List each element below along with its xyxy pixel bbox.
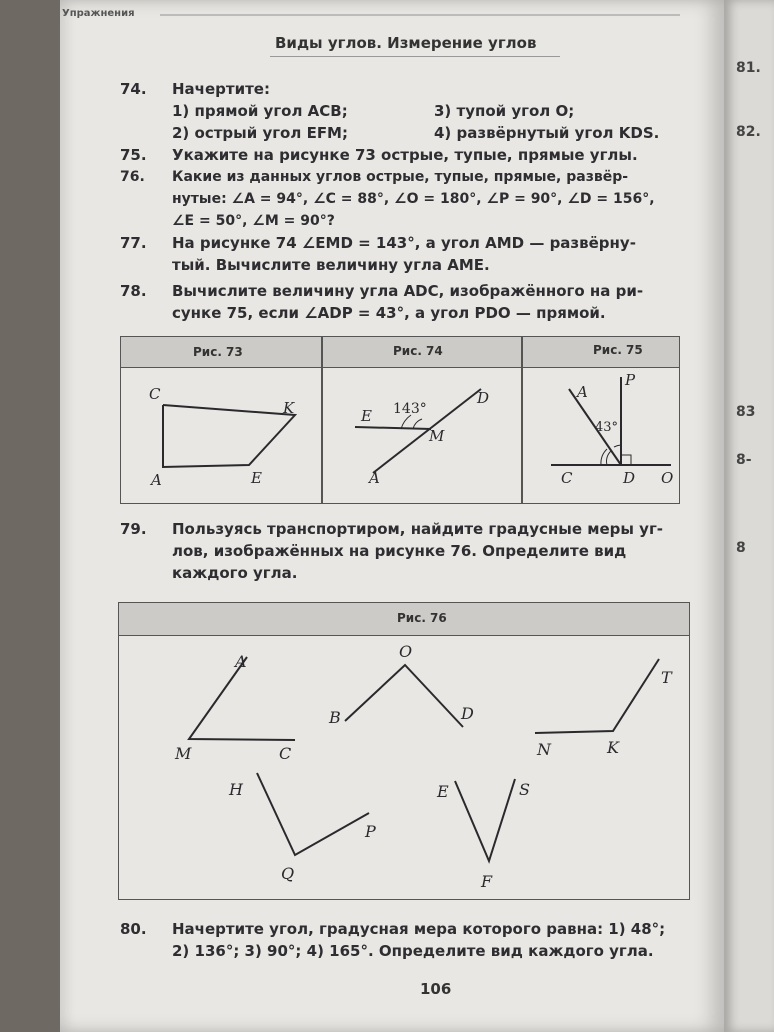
title-underline	[270, 56, 560, 57]
figure-76	[118, 602, 690, 900]
fig73-point-e: E	[251, 469, 262, 487]
point-c: C	[279, 744, 292, 763]
point-p: P	[365, 822, 376, 841]
exercise-text: Какие из данных углов острые, тупые, прямые, развёр-	[172, 169, 629, 185]
exercise-74	[120, 78, 659, 144]
fig75-arc	[606, 451, 611, 465]
figure-76-drawing	[119, 603, 689, 899]
fig74-point-e: E	[361, 407, 372, 425]
fig74-arc	[401, 415, 411, 429]
side-exercise-81: 81.	[736, 60, 761, 76]
angle-hqp	[257, 773, 369, 855]
exercise-text: 2) острый угол EFM;	[172, 124, 348, 142]
exercise-78	[120, 280, 643, 324]
exercise-text: Вычислите величину угла ADC, изображённого на ри-	[172, 282, 644, 300]
exercise-number: 75.	[120, 146, 147, 164]
point-o: O	[399, 642, 413, 661]
side-exercise-85: 8	[736, 540, 746, 556]
point-b: B	[329, 708, 341, 727]
fig73-label: Рис. 73	[193, 345, 243, 359]
point-t: T	[661, 668, 672, 687]
fig75-point-p: P	[625, 371, 636, 389]
exercise-79	[120, 518, 663, 584]
fig75-arc	[614, 445, 621, 447]
page-number: 106	[420, 980, 452, 998]
fig74-angle-label: 143°	[393, 401, 427, 417]
exercise-number: 74.	[120, 80, 147, 98]
exercise-text: Пользуясь транспортиром, найдите градусные меры уг-	[172, 520, 664, 538]
fig74-label: Рис. 74	[393, 344, 443, 358]
exercise-text: лов, изображённых на рисунке 76. Определите вид	[172, 542, 627, 560]
exercise-text: каждого угла.	[172, 564, 298, 582]
fig75-right-angle	[621, 455, 631, 465]
exercise-text: сунке 75, если ∠ADP = 43°, а угол PDO — прямой.	[172, 304, 606, 322]
fig74-ray-me	[355, 427, 431, 429]
exercise-number: 76.	[120, 169, 145, 185]
angle-bod	[345, 665, 463, 727]
fig74-line-ad	[373, 389, 481, 473]
exercise-text: Укажите на рисунке 73 острые, тупые, прямые углы.	[172, 146, 638, 164]
exercise-text: Начертите угол, градусная мера которого равна: 1) 48°;	[172, 920, 666, 938]
point-a: A	[235, 652, 247, 671]
exercise-text: На рисунке 74 ∠EMD = 143°, а угол AMD — развёрну-	[172, 234, 636, 252]
next-page-edge	[724, 0, 774, 1032]
angle-efs	[455, 779, 515, 861]
fig75-point-c: C	[561, 469, 573, 487]
point-k: K	[607, 738, 619, 757]
exercise-text: 2) 136°; 3) 90°; 4) 165°. Определите вид каждого угла.	[172, 942, 654, 960]
fig73-quadrilateral	[163, 405, 295, 467]
exercise-number: 79.	[120, 520, 147, 538]
exercise-text: 1) прямой угол ACB;	[172, 102, 348, 120]
exercise-text: нутые: ∠A = 94°, ∠C = 88°, ∠O = 180°, ∠P = 90°, ∠D = 156°,	[172, 191, 655, 207]
fig76-label: Рис. 76	[397, 611, 447, 625]
exercise-text: Начертите:	[172, 80, 270, 98]
side-exercise-84: 8-	[736, 452, 752, 468]
point-h: H	[229, 780, 243, 799]
exercise-number: 77.	[120, 234, 147, 252]
fig73-point-k: K	[283, 399, 295, 417]
fig75-label: Рис. 75	[593, 343, 643, 357]
section-label: Упражнения	[62, 8, 135, 19]
exercise-number: 78.	[120, 282, 147, 300]
page-title: Виды углов. Измерение углов	[275, 34, 537, 52]
fig74-point-a: A	[369, 469, 380, 487]
exercise-76	[120, 166, 655, 232]
fig73-point-a: A	[151, 471, 162, 489]
point-m: M	[175, 744, 192, 763]
fig75-point-a: A	[577, 383, 588, 401]
point-q: Q	[281, 864, 295, 883]
side-exercise-82: 82.	[736, 124, 761, 140]
exercise-75	[120, 144, 638, 166]
fig73-point-c: C	[149, 385, 161, 403]
exercise-text: 4) развёрнутый угол KDS.	[434, 124, 660, 142]
exercise-text: тый. Вычислите величину угла AME.	[172, 256, 490, 274]
fig75-point-o: O	[661, 469, 674, 487]
point-s: S	[519, 780, 530, 799]
side-exercise-83: 83	[736, 404, 756, 420]
exercise-77	[120, 232, 636, 276]
fig75-point-d: D	[623, 469, 636, 487]
figures-73-75-drawing	[121, 337, 679, 503]
section-divider	[160, 14, 680, 16]
exercise-text: ∠E = 50°, ∠M = 90°?	[172, 213, 335, 229]
figures-73-75	[120, 336, 680, 504]
point-d: D	[461, 704, 474, 723]
fig74-point-d: D	[477, 389, 490, 407]
angle-nkt	[535, 659, 659, 733]
fig74-arc	[413, 419, 422, 429]
exercise-text: 3) тупой угол O;	[434, 102, 575, 120]
point-e: E	[437, 782, 449, 801]
exercise-80	[120, 918, 665, 962]
exercise-number: 80.	[120, 920, 147, 938]
fig74-point-m: M	[429, 427, 445, 445]
point-n: N	[537, 740, 551, 759]
fig75-angle-label: 43°	[595, 420, 619, 435]
point-f: F	[481, 872, 493, 891]
